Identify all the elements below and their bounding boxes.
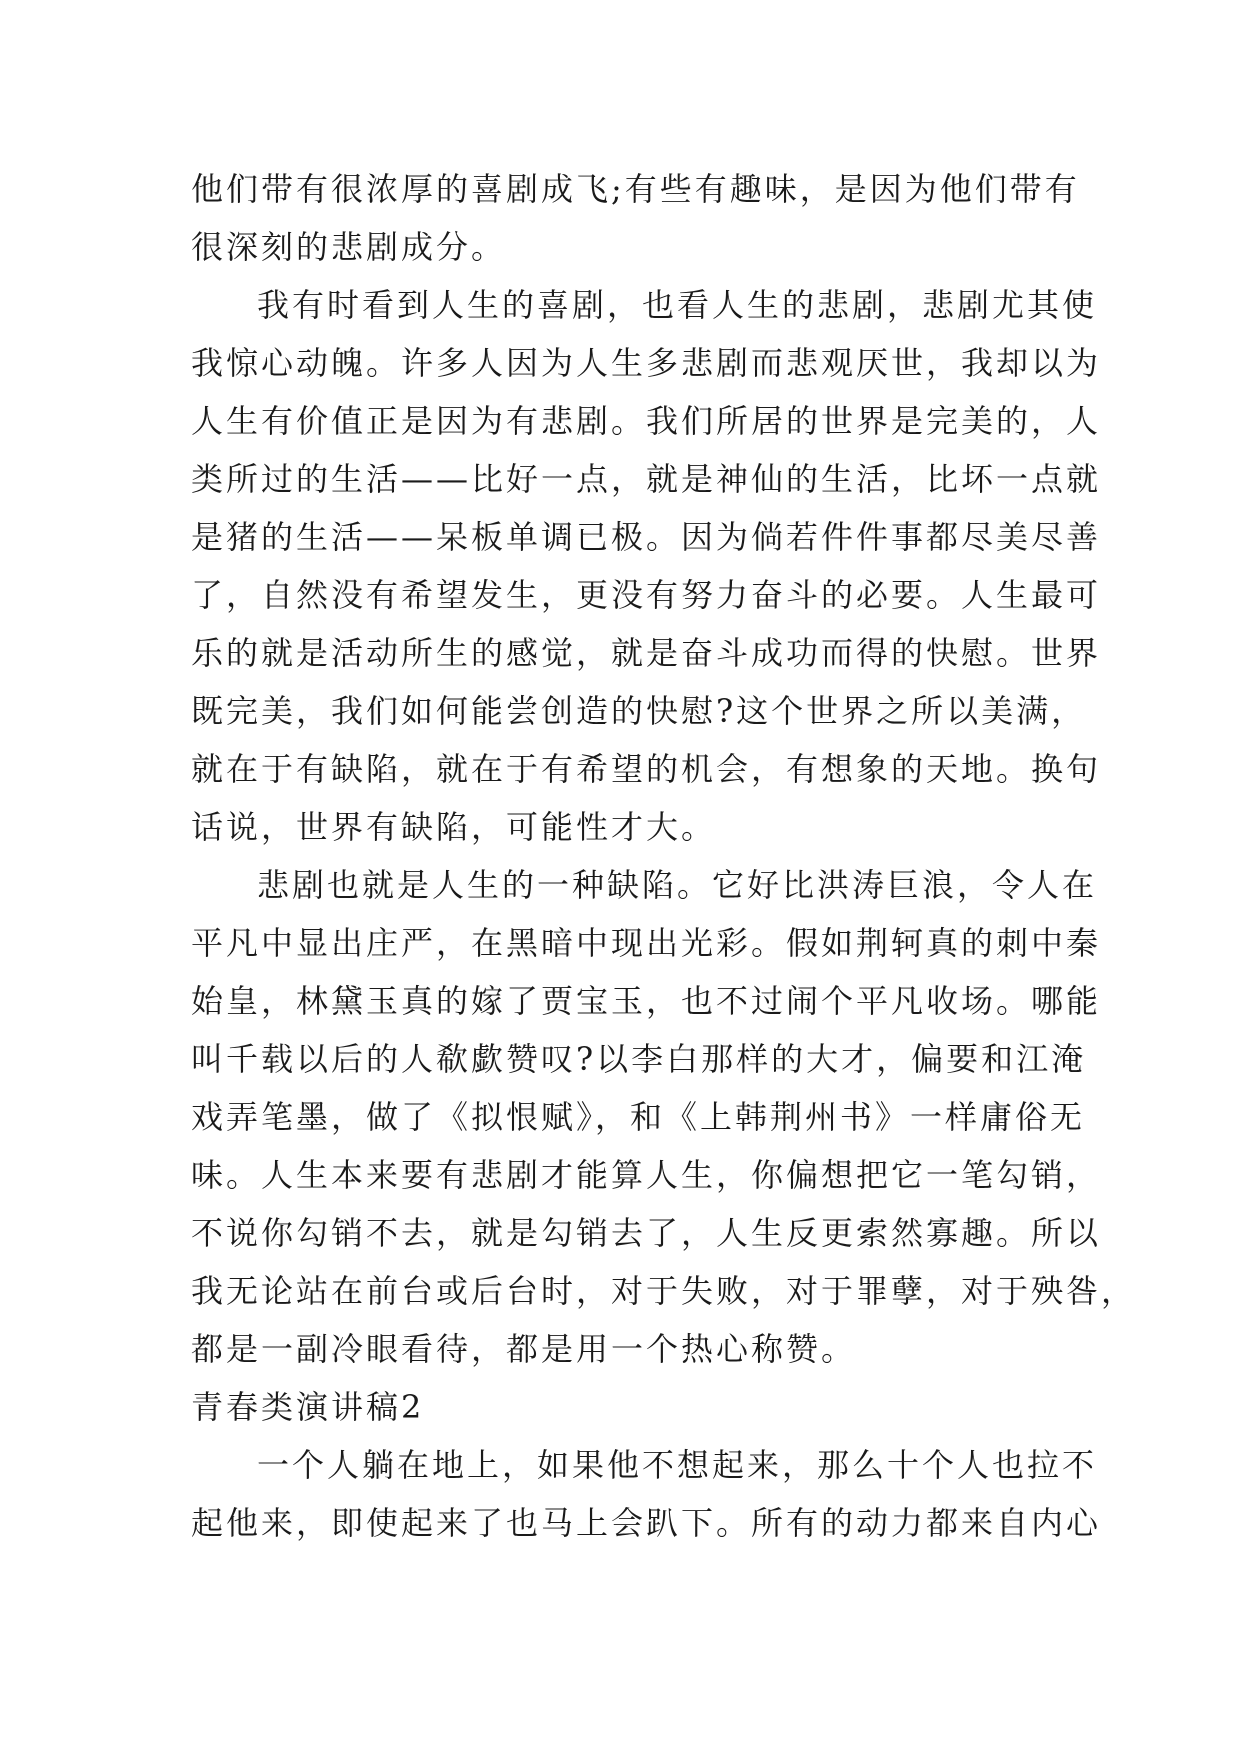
- text-line: 一个人躺在地上，如果他不想起来，那么十个人也拉不: [257, 1446, 1098, 1484]
- text-line: 起他来，即使起来了也马上会趴下。所有的动力都来自内心: [191, 1504, 1102, 1542]
- text-line: 是猪的生活——呆板单调已极。因为倘若件件事都尽美尽善: [191, 518, 1102, 556]
- text-line: 味。人生本来要有悲剧才能算人生，你偏想把它一笔勾销，: [191, 1156, 1102, 1194]
- text-line: 他们带有很浓厚的喜剧成飞;有些有趣味，是因为他们带有: [191, 170, 1080, 208]
- text-line: 人生有价值正是因为有悲剧。我们所居的世界是完美的，人: [191, 402, 1102, 440]
- text-line: 很深刻的悲剧成分。: [191, 228, 507, 266]
- paragraph: [191, 856, 1137, 1378]
- text-line: 平凡中显出庄严，在黑暗中现出光彩。假如荆轲真的刺中秦: [191, 924, 1102, 962]
- text-line: 都是一副冷眼看待，都是用一个热心称赞。: [191, 1330, 857, 1368]
- text-line: 就在于有缺陷，就在于有希望的机会，有想象的天地。换句: [191, 750, 1102, 788]
- paragraph: [191, 276, 1102, 856]
- text-line: 叫千载以后的人欷歔赞叹?以李白那样的大才，偏要和江淹: [191, 1040, 1087, 1078]
- text-line: 戏弄笔墨，做了《拟恨赋》，和《上韩荆州书》一样庸俗无: [191, 1098, 1086, 1136]
- text-line: 悲剧也就是人生的一种缺陷。它好比洪涛巨浪，令人在: [257, 866, 1098, 904]
- text-line: 我惊心动魄。许多人因为人生多悲剧而悲观厌世，我却以为: [191, 344, 1102, 382]
- text-line: 我有时看到人生的喜剧，也看人生的悲剧，悲剧尤其使: [257, 286, 1098, 324]
- document-body: [191, 160, 1137, 1552]
- text-line: 类所过的生活——比好一点，就是神仙的生活，比坏一点就: [191, 460, 1102, 498]
- paragraph: [191, 160, 1080, 276]
- text-line: 乐的就是活动所生的感觉，就是奋斗成功而得的快慰。世界: [191, 634, 1102, 672]
- text-line: 了，自然没有希望发生，更没有努力奋斗的必要。人生最可: [191, 576, 1102, 614]
- text-line: 既完美，我们如何能尝创造的快慰?这个世界之所以美满，: [191, 692, 1087, 730]
- section-heading: 青春类演讲稿2: [191, 1388, 425, 1426]
- text-line: 不说你勾销不去，就是勾销去了，人生反更索然寡趣。所以: [191, 1214, 1102, 1252]
- text-line: 我无论站在前台或后台时，对于失败，对于罪孽，对于殃咎，: [191, 1272, 1137, 1310]
- paragraph: [191, 1436, 1102, 1552]
- text-line: 话说，世界有缺陷，可能性才大。: [191, 808, 717, 846]
- text-line: 始皇，林黛玉真的嫁了贾宝玉，也不过闹个平凡收场。哪能: [191, 982, 1102, 1020]
